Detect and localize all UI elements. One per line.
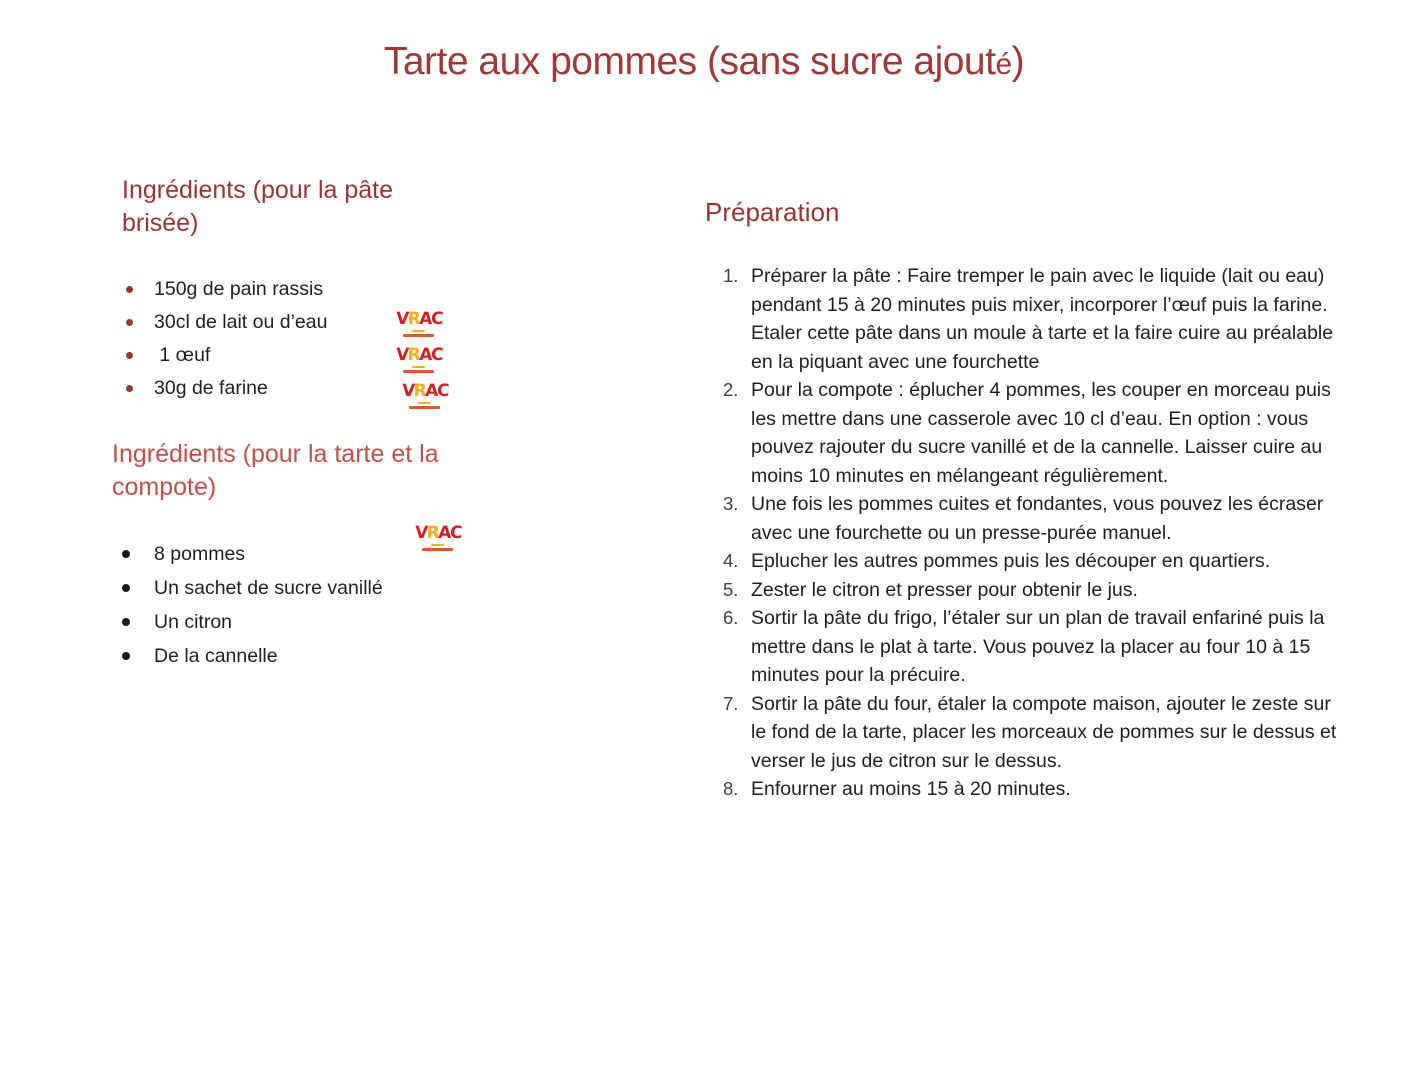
step-number: 1. [723, 265, 739, 286]
vrac-logo [395, 345, 443, 373]
ingredient-item [124, 273, 327, 306]
step-text: Pour la compote : éplucher 4 pommes, les couper en morceau puis les mettre dans une casserole avec 10 cl d’eau. En option : vous pouvez rajouter du sucre vanillé et de la cannelle. Laisser cuire au moins 10 minutes en mélangeant régulièrement. [751, 379, 1331, 487]
vrac-letter: A [418, 309, 432, 329]
bullet-icon [122, 618, 130, 626]
bullet-icon [126, 286, 133, 293]
vrac-letter: V [401, 381, 415, 401]
vrac-tagline-line-1 [412, 366, 425, 368]
ingredients-pate-heading [122, 174, 393, 240]
step-number: 4. [723, 550, 739, 571]
vrac-letter: R [413, 381, 426, 401]
ingredient-item [122, 537, 383, 571]
step-item [723, 604, 1353, 690]
step-text: Préparer la pâte : Faire tremper le pain avec le liquide (lait ou eau) pendant 15 à 20 minutes puis mixer, incorporer l’œuf puis la farine. Etaler cette pâte dans un moule à tarte et la faire cuire au préalable en la piquant avec une fourchette [751, 265, 1334, 373]
vrac-letter: A [424, 381, 438, 401]
ingredients-tarte-heading [112, 438, 439, 504]
vrac-letter: A [437, 523, 451, 543]
page-title-small-e: é [995, 48, 1012, 81]
ingredient-label: Un sachet de sucre vanillé [154, 577, 383, 599]
vrac-letter: R [426, 523, 439, 543]
step-text: Sortir la pâte du frigo, l’étaler sur un plan de travail enfariné puis la mettre dans le plat à tarte. Vous pouvez la placer au four 10 à 15 minutes pour la précuire. [751, 607, 1325, 686]
ingredients-pate-list [124, 273, 327, 405]
ingredient-label: 8 pommes [154, 543, 246, 565]
vrac-letter: V [395, 309, 409, 329]
step-text: Enfourner au moins 15 à 20 minutes. [751, 778, 1071, 800]
step-item [723, 490, 1353, 547]
preparation-heading: Préparation [705, 197, 840, 227]
vrac-tagline-line-1 [412, 330, 425, 332]
step-number: 5. [723, 578, 739, 600]
page-title-main: Tarte aux pommes (sans sucre ajout [383, 40, 996, 83]
vrac-logo-word [401, 381, 449, 401]
vrac-logo [414, 523, 462, 551]
step-text: Une fois les pommes cuites et fondantes, vous pouvez les écraser avec une fourchette ou un presse-purée manuel. [751, 493, 1324, 544]
heading-line: brisée) [122, 209, 199, 237]
bullet-icon [122, 550, 130, 558]
preparation-steps [723, 262, 1353, 804]
page-title-end: ) [1011, 40, 1025, 83]
vrac-tagline-line-1 [431, 544, 444, 546]
vrac-letter: R [407, 309, 420, 329]
heading-line: Ingrédients (pour la tarte et la [112, 440, 439, 468]
heading-line: Ingrédients (pour la pâte [122, 176, 394, 204]
step-text: Zester le citron et presser pour obtenir le jus. [751, 578, 1138, 601]
vrac-logo-word [395, 309, 443, 329]
ingredient-label: De la cannelle [154, 645, 278, 667]
bullet-icon [126, 385, 133, 392]
step-number: 7. [723, 692, 739, 714]
step-item [723, 690, 1353, 776]
vrac-tagline-line-2 [403, 334, 434, 337]
ingredient-item [122, 605, 383, 639]
vrac-letter: R [407, 345, 420, 365]
bullet-icon [126, 319, 133, 326]
vrac-letter: A [418, 345, 432, 365]
step-item [723, 775, 1353, 804]
vrac-letter: V [414, 523, 428, 543]
heading-line: compote) [112, 473, 217, 501]
vrac-tagline-line-2 [409, 406, 440, 409]
bullet-icon [122, 652, 130, 660]
bullet-icon [122, 584, 130, 592]
ingredient-item [124, 306, 327, 339]
ingredient-item [124, 339, 327, 372]
vrac-logo [395, 309, 443, 337]
ingredient-label: 1 œuf [154, 344, 211, 366]
bullet-icon [126, 352, 133, 359]
step-text: Eplucher les autres pommes puis les découper en quartiers. [751, 550, 1271, 572]
ingredient-item [124, 372, 327, 405]
ingredient-item [122, 571, 383, 605]
page-title [0, 40, 1408, 84]
vrac-letter: C [449, 523, 462, 543]
vrac-letter: C [436, 381, 449, 401]
step-item [723, 376, 1353, 490]
ingredient-label: 30cl de lait ou d’eau [154, 311, 328, 333]
vrac-tagline-line-1 [418, 402, 431, 404]
vrac-logo-word [414, 523, 462, 543]
vrac-tagline-line-2 [403, 370, 434, 373]
ingredient-label: Un citron [154, 611, 233, 633]
step-number: 2. [723, 379, 739, 400]
step-number: 6. [723, 607, 739, 628]
vrac-logo-word [395, 345, 443, 365]
ingredients-tarte-list [122, 537, 383, 673]
vrac-letter: C [430, 309, 443, 329]
vrac-letter: V [395, 345, 409, 365]
vrac-logo [401, 381, 449, 409]
step-item [723, 262, 1353, 376]
step-number: 3. [723, 493, 739, 514]
ingredient-item [122, 639, 383, 673]
ingredient-label: 150g de pain rassis [154, 278, 324, 300]
step-item [723, 576, 1353, 605]
vrac-tagline-line-2 [422, 548, 453, 551]
vrac-letter: C [430, 345, 443, 365]
ingredient-label: 30g de farine [154, 377, 268, 399]
step-item [723, 547, 1353, 576]
step-text: Sortir la pâte du four, étaler la compote maison, ajouter le zeste sur le fond de la tarte, placer les morceaux de pommes sur le dessus et verser le jus de citron sur le dessus. [751, 692, 1337, 772]
step-number: 8. [723, 778, 739, 799]
